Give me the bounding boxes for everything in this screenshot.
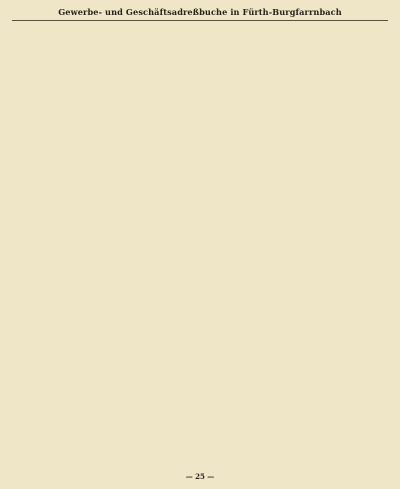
directory-entry <box>267 407 388 414</box>
directory-entry <box>140 283 261 290</box>
directory-entry <box>267 164 388 171</box>
directory-entry <box>12 273 133 280</box>
directory-entry <box>140 115 261 122</box>
directory-entry <box>12 128 133 135</box>
directory-entry <box>267 273 388 280</box>
trade-section <box>12 113 133 156</box>
directory-entry <box>140 356 261 363</box>
directory-entry <box>267 252 388 259</box>
directory-entry <box>267 180 388 187</box>
directory-entry <box>140 261 261 268</box>
directory-entry <box>12 354 133 361</box>
directory-entry <box>267 290 388 297</box>
directory-entry <box>140 39 261 46</box>
directory-entry <box>140 158 261 165</box>
directory-entry <box>267 187 388 194</box>
directory-entry <box>267 326 388 333</box>
directory-entry <box>12 223 133 230</box>
directory-entry <box>267 304 388 311</box>
directory-entry <box>267 428 388 435</box>
directory-entry <box>12 97 133 104</box>
directory-entry <box>140 349 261 356</box>
directory-entry <box>12 319 133 326</box>
directory-entry <box>267 113 388 120</box>
directory-entry <box>267 142 388 149</box>
directory-entry <box>267 421 388 428</box>
directory-entry <box>267 362 388 369</box>
directory-entry <box>140 292 261 299</box>
directory-entry <box>140 385 261 392</box>
directory-entry <box>267 75 388 82</box>
directory-entry <box>267 259 388 266</box>
directory-entry <box>267 450 388 457</box>
directory-entry <box>12 421 133 428</box>
directory-entry <box>267 414 388 421</box>
directory-entry <box>12 362 133 369</box>
directory-entry <box>267 443 388 450</box>
directory-entry <box>12 428 133 435</box>
trade-section <box>12 158 133 280</box>
running-header: Gewerbe- und Geschäftsadreßbuche in Fürth-Burgfarrnbach <box>12 7 388 21</box>
directory-entry <box>267 54 388 61</box>
directory-column-1 <box>12 24 133 466</box>
directory-entry <box>140 137 261 144</box>
directory-entry <box>140 364 261 371</box>
trade-section <box>140 25 261 54</box>
directory-entry <box>12 158 133 165</box>
directory-entry <box>267 400 388 407</box>
directory-entry <box>140 421 261 428</box>
directory-entry <box>140 445 261 452</box>
directory-entry <box>12 237 133 244</box>
directory-entry <box>12 376 133 383</box>
directory-entry <box>267 99 388 106</box>
directory-entry <box>12 414 133 421</box>
directory-entry <box>267 266 388 273</box>
directory-entry <box>267 83 388 90</box>
directory-entry <box>140 218 261 225</box>
directory-entry <box>267 25 388 32</box>
directory-entry <box>12 347 133 354</box>
directory-column-2 <box>140 24 261 466</box>
directory-entry <box>140 225 261 232</box>
directory-entry <box>267 281 388 288</box>
directory-entry <box>267 106 388 113</box>
directory-entry <box>12 266 133 273</box>
trade-section <box>140 292 261 429</box>
directory-entry <box>267 297 388 304</box>
directory-entry <box>140 407 261 414</box>
directory-entry <box>267 245 388 252</box>
directory-entry <box>267 68 388 75</box>
directory-entry <box>12 32 133 39</box>
directory-entry <box>140 239 261 246</box>
directory-entry <box>140 77 261 84</box>
directory-entry <box>140 56 261 63</box>
directory-entry <box>140 378 261 385</box>
directory-entry <box>267 92 388 99</box>
trade-section <box>12 283 133 398</box>
trade-section <box>140 218 261 290</box>
directory-entry <box>140 25 261 32</box>
directory-entry <box>267 333 388 340</box>
directory-entry <box>267 156 388 163</box>
directory-entry <box>12 369 133 376</box>
directory-entry <box>140 180 261 187</box>
directory-entry <box>12 149 133 156</box>
directory-entry <box>267 202 388 209</box>
trade-section <box>12 25 133 111</box>
directory-entry <box>140 328 261 335</box>
directory-entry <box>267 383 388 390</box>
directory-entry <box>12 230 133 237</box>
directory-entry <box>12 311 133 318</box>
directory-entry <box>12 209 133 216</box>
directory-entry <box>12 407 133 414</box>
directory-entry <box>267 173 388 180</box>
trade-section <box>140 101 261 216</box>
directory-entry <box>267 149 388 156</box>
directory-entry <box>12 252 133 259</box>
trade-section <box>267 92 388 171</box>
directory-entry <box>267 230 388 237</box>
directory-entry <box>140 299 261 306</box>
directory-entry <box>267 369 388 376</box>
directory-entry <box>12 283 133 290</box>
directory-entry <box>140 85 261 92</box>
directory-entry <box>12 120 133 127</box>
directory-entry <box>140 101 261 108</box>
directory-entry <box>12 166 133 173</box>
directory-entry <box>140 108 261 115</box>
directory-entry <box>140 47 261 54</box>
directory-entry <box>140 254 261 261</box>
directory-entry <box>12 135 133 142</box>
directory-entry <box>12 390 133 397</box>
trade-section <box>267 290 388 398</box>
directory-entry <box>267 32 388 39</box>
directory-entry <box>140 392 261 399</box>
directory-entry <box>12 39 133 46</box>
directory-entry <box>12 297 133 304</box>
directory-entry <box>140 144 261 151</box>
directory-entry <box>12 61 133 68</box>
directory-entry <box>140 151 261 158</box>
directory-entry <box>140 430 261 437</box>
directory-entry <box>267 436 388 443</box>
directory-entry <box>140 321 261 328</box>
directory-entry <box>12 259 133 266</box>
directory-entry <box>12 290 133 297</box>
directory-entry <box>267 209 388 216</box>
directory-entry <box>12 68 133 75</box>
trade-section <box>140 430 261 466</box>
directory-entry <box>140 202 261 209</box>
directory-entry <box>140 70 261 77</box>
directory-entry <box>267 194 388 201</box>
directory-entry <box>267 340 388 347</box>
directory-entry <box>267 390 388 397</box>
directory-entry <box>140 173 261 180</box>
directory-entry <box>140 268 261 275</box>
directory-entry <box>140 166 261 173</box>
directory-entry <box>12 333 133 340</box>
directory-entry <box>12 383 133 390</box>
directory-column-3 <box>267 24 388 466</box>
directory-entry <box>12 326 133 333</box>
directory-entry <box>12 340 133 347</box>
directory-entry <box>12 90 133 97</box>
directory-entry <box>140 335 261 342</box>
trade-section <box>267 25 388 90</box>
directory-entry <box>267 216 388 223</box>
directory-entry <box>267 47 388 54</box>
directory-entry <box>12 54 133 61</box>
directory-entry <box>267 237 388 244</box>
directory-entry <box>267 135 388 142</box>
directory-entry <box>140 452 261 459</box>
directory-entry <box>140 313 261 320</box>
directory-entry <box>267 347 388 354</box>
directory-entry <box>12 83 133 90</box>
directory-entry <box>140 32 261 39</box>
directory-entry <box>140 130 261 137</box>
directory-entry <box>140 400 261 407</box>
directory-entry <box>12 113 133 120</box>
directory-entry <box>140 459 261 466</box>
directory-entry <box>140 247 261 254</box>
directory-entry <box>267 39 388 46</box>
directory-entry <box>12 142 133 149</box>
directory-entry <box>267 354 388 361</box>
directory-entry <box>12 187 133 194</box>
directory-entry <box>12 216 133 223</box>
directory-entry <box>140 232 261 239</box>
directory-entry <box>267 311 388 318</box>
directory-entry <box>140 63 261 70</box>
directory-entry <box>140 438 261 445</box>
trade-section <box>267 173 388 288</box>
directory-entry <box>140 92 261 99</box>
directory-entry <box>140 414 261 421</box>
directory-entry <box>140 306 261 313</box>
directory-entry <box>267 61 388 68</box>
directory-entry <box>267 223 388 230</box>
directory-entry <box>12 180 133 187</box>
directory-entry <box>267 376 388 383</box>
trade-section <box>267 400 388 458</box>
directory-entry <box>140 209 261 216</box>
directory-entry <box>267 120 388 127</box>
trade-section <box>12 400 133 436</box>
directory-entry <box>267 319 388 326</box>
directory-columns <box>12 24 388 466</box>
directory-entry <box>12 245 133 252</box>
directory-entry <box>140 371 261 378</box>
directory-entry <box>12 25 133 32</box>
directory-entry <box>267 128 388 135</box>
directory-entry <box>140 275 261 282</box>
directory-entry <box>12 400 133 407</box>
directory-entry <box>12 202 133 209</box>
page-number: — 25 — <box>185 472 215 481</box>
directory-entry <box>12 194 133 201</box>
directory-entry <box>12 47 133 54</box>
directory-entry <box>12 173 133 180</box>
directory-entry <box>140 342 261 349</box>
directory-entry <box>140 187 261 194</box>
directory-entry <box>12 75 133 82</box>
directory-entry <box>140 194 261 201</box>
directory-entry <box>12 104 133 111</box>
trade-section <box>140 56 261 99</box>
directory-entry <box>12 304 133 311</box>
directory-entry <box>140 122 261 129</box>
